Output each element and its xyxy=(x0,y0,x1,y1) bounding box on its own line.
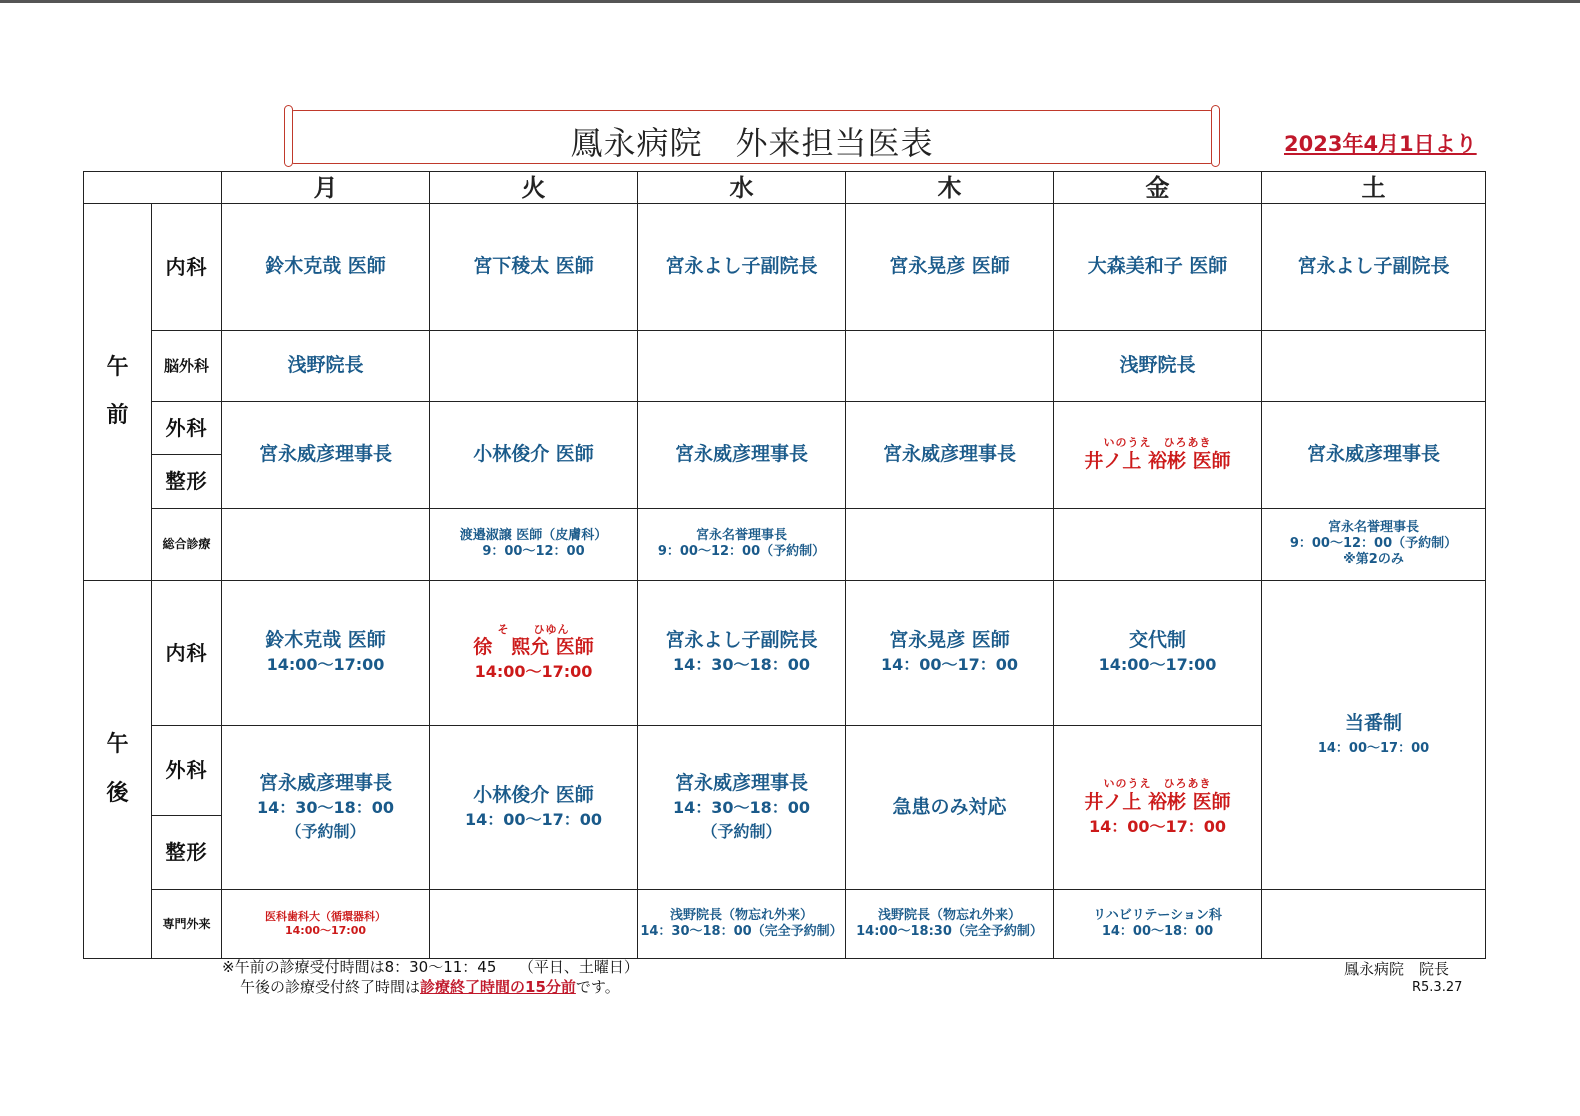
am-sougou-fri xyxy=(1054,508,1262,581)
am-sougou-sat-line3: ※第2のみ xyxy=(1343,552,1404,568)
am-label-top: 午 xyxy=(106,354,129,380)
pm-naika-thu-name: 宮永晃彦 医師 xyxy=(889,629,1010,652)
pm-geka-tue xyxy=(430,726,638,890)
am-nougeka-tue xyxy=(430,331,638,402)
footer-note-pm xyxy=(240,976,620,997)
am-geka-fri-ruby: いのうえ ひろあき xyxy=(1103,435,1212,449)
day-wed: 水 xyxy=(638,172,846,204)
pm-naika-wed-name: 宮永よし子副院長 xyxy=(665,629,818,652)
am-sougou-mon xyxy=(222,508,430,581)
pm-senmon-mon-line2: 14:00～17:00 xyxy=(284,924,367,938)
day-mon: 月 xyxy=(222,172,430,204)
am-sougou-sat xyxy=(1262,508,1486,581)
effective-date: 2023年4月1日より xyxy=(1284,132,1477,156)
pm-naika-fri xyxy=(1054,581,1262,726)
pm-geka-mon xyxy=(222,726,430,890)
am-naika-row xyxy=(84,204,1486,331)
dept-geka-pm: 外科 xyxy=(165,758,208,783)
am-geka-seikei-row xyxy=(84,401,1486,508)
pm-senmon-wed-line2: 14：30～18：00（完全予約制） xyxy=(640,924,843,940)
dept-geka-seikei-am xyxy=(152,401,222,508)
dept-seikei-am: 整形 xyxy=(165,468,208,493)
pm-geka-fri-line1: 井ノ上 裕彬 医師 xyxy=(1084,790,1231,813)
dept-geka-am: 外科 xyxy=(165,415,208,440)
am-nougeka-fri: 浅野院長 xyxy=(1054,331,1262,402)
am-sougou-thu xyxy=(846,508,1054,581)
day-header-row xyxy=(84,172,1486,204)
dept-nougeka: 脳外科 xyxy=(152,331,222,402)
am-sougou-tue xyxy=(430,508,638,581)
am-sougou-sat-line2: 9：00～12：00（予約制） xyxy=(1289,536,1458,552)
am-sougou-tue-line2: 9：00～12：00 xyxy=(482,544,585,560)
scan-top-edge xyxy=(0,0,1580,3)
footer-note-pm-pre: 午後の診療受付終了時間は xyxy=(240,978,421,996)
pm-senmon-fri-line1: リハビリテーション科 xyxy=(1093,907,1222,923)
pm-naika-thu-time: 14：00～17：00 xyxy=(880,655,1019,675)
am-label xyxy=(84,204,152,581)
page-title: 鳳永病院 外来担当医表 xyxy=(570,124,934,162)
pm-senmon-thu-line1: 浅野院長（物忘れ外来） xyxy=(877,907,1021,923)
pm-naika-mon-time: 14:00～17:00 xyxy=(266,655,385,675)
am-nougeka-sat xyxy=(1262,331,1486,402)
pm-naika-fri-time: 14:00～17:00 xyxy=(1098,655,1217,675)
pm-sat-rotation xyxy=(1262,581,1486,890)
pm-senmon-wed-line1: 浅野院長（物忘れ外来） xyxy=(669,907,813,923)
pm-senmon-tue xyxy=(430,890,638,959)
pm-geka-mon-line2: 14：30～18：00 xyxy=(256,797,395,817)
pm-senmon-mon xyxy=(222,890,430,959)
pm-geka-wed-line1: 宮永威彦理事長 xyxy=(674,772,808,795)
pm-geka-fri-ruby: いのうえ ひろあき xyxy=(1103,777,1212,791)
day-fri: 金 xyxy=(1054,172,1262,204)
am-sougou-tue-line1: 渡邉淑譲 医師（皮膚科） xyxy=(459,528,608,544)
schedule-table xyxy=(83,171,1486,959)
pm-sat-time: 14：00～17：00 xyxy=(1317,741,1430,757)
pm-senmon-mon-line1: 医科歯科大（循環器科） xyxy=(265,910,386,924)
pm-naika-mon-name: 鈴木克哉 医師 xyxy=(265,629,386,652)
am-geka-tue: 小林俊介 医師 xyxy=(430,401,638,508)
day-thu: 木 xyxy=(846,172,1054,204)
am-geka-thu: 宮永威彦理事長 xyxy=(846,401,1054,508)
pm-geka-wed xyxy=(638,726,846,890)
am-geka-fri xyxy=(1054,401,1262,508)
day-tue: 火 xyxy=(430,172,638,204)
pm-naika-wed xyxy=(638,581,846,726)
signature: 鳳永病院 院長 xyxy=(1344,960,1450,978)
pm-geka-tue-line2: 14：00～17：00 xyxy=(464,809,603,829)
am-nougeka-thu xyxy=(846,331,1054,402)
pm-senmon-fri-line2: 14：00～18：00 xyxy=(1101,924,1214,940)
dept-senmon: 専門外来 xyxy=(152,890,222,959)
pm-label xyxy=(84,581,152,959)
pm-geka-mon-line1: 宮永威彦理事長 xyxy=(258,772,392,795)
pm-geka-fri-line2: 14：00～17：00 xyxy=(1088,816,1227,836)
pm-senmon-row xyxy=(84,890,1486,959)
footer-note-pm-highlight: 診療終了時間の15分前 xyxy=(420,978,576,996)
pm-label-bottom: 後 xyxy=(106,780,129,806)
pm-geka-wed-line3: （予約制） xyxy=(701,821,782,841)
am-nougeka-mon: 浅野院長 xyxy=(222,331,430,402)
pm-senmon-thu xyxy=(846,890,1054,959)
am-naika-mon: 鈴木克哉 医師 xyxy=(222,204,430,331)
dept-naika-am: 内科 xyxy=(152,204,222,331)
am-nougeka-wed xyxy=(638,331,846,402)
am-sougou-wed xyxy=(638,508,846,581)
pm-naika-tue-name: 徐 熙允 医師 xyxy=(473,636,594,659)
am-geka-sat: 宮永威彦理事長 xyxy=(1262,401,1486,508)
am-sougou-wed-line2: 9：00～12：00（予約制） xyxy=(657,544,826,560)
dept-seikei-pm: 整形 xyxy=(165,839,208,864)
pm-naika-tue-time: 14:00～17:00 xyxy=(474,662,593,681)
pm-label-top: 午 xyxy=(106,732,129,758)
footer-note-pm-post: です。 xyxy=(575,978,620,996)
footer-note-am: ※午前の診療受付時間は8：30～11：45 （平日、土曜日） xyxy=(222,958,639,976)
pm-geka-wed-line2: 14：30～18：00 xyxy=(672,797,811,817)
corner-cell xyxy=(84,172,222,204)
pm-senmon-wed xyxy=(638,890,846,959)
pm-geka-fri xyxy=(1054,726,1262,890)
pm-naika-row xyxy=(84,581,1486,726)
pm-naika-thu xyxy=(846,581,1054,726)
am-geka-wed: 宮永威彦理事長 xyxy=(638,401,846,508)
pm-naika-wed-time: 14：30～18：00 xyxy=(672,655,811,675)
pm-naika-tue xyxy=(430,581,638,726)
am-naika-fri: 大森美和子 医師 xyxy=(1054,204,1262,331)
am-naika-thu: 宮永晃彦 医師 xyxy=(846,204,1054,331)
pm-naika-mon xyxy=(222,581,430,726)
title-banner xyxy=(291,110,1213,164)
am-naika-tue: 宮下稜太 医師 xyxy=(430,204,638,331)
pm-senmon-sat xyxy=(1262,890,1486,959)
am-geka-mon: 宮永威彦理事長 xyxy=(222,401,430,508)
am-nougeka-row xyxy=(84,331,1486,402)
dept-naika-pm: 内科 xyxy=(152,581,222,726)
am-naika-wed: 宮永よし子副院長 xyxy=(638,204,846,331)
dept-geka-seikei-pm xyxy=(152,726,222,890)
revision-date: R5.3.27 xyxy=(1412,980,1463,995)
am-label-bottom: 前 xyxy=(106,403,129,429)
pm-senmon-thu-line2: 14:00～18:30（完全予約制） xyxy=(856,924,1043,940)
day-sat: 土 xyxy=(1262,172,1486,204)
pm-naika-fri-name: 交代制 xyxy=(1128,629,1186,652)
pm-geka-thu: 急患のみ対応 xyxy=(846,726,1054,890)
am-geka-fri-name: 井ノ上 裕彬 医師 xyxy=(1084,449,1231,472)
pm-sat-name: 当番制 xyxy=(1344,711,1402,734)
am-sougou-wed-line1: 宮永名誉理事長 xyxy=(695,528,787,544)
am-naika-sat: 宮永よし子副院長 xyxy=(1262,204,1486,331)
pm-naika-tue-ruby: そ ひゆん xyxy=(497,622,570,636)
dept-sougou: 総合診療 xyxy=(152,508,222,581)
pm-geka-tue-line1: 小林俊介 医師 xyxy=(473,784,594,807)
am-sougou-row xyxy=(84,508,1486,581)
am-sougou-sat-line1: 宮永名誉理事長 xyxy=(1327,519,1419,535)
pm-senmon-fri xyxy=(1054,890,1262,959)
pm-geka-mon-line3: （予約制） xyxy=(285,821,366,841)
